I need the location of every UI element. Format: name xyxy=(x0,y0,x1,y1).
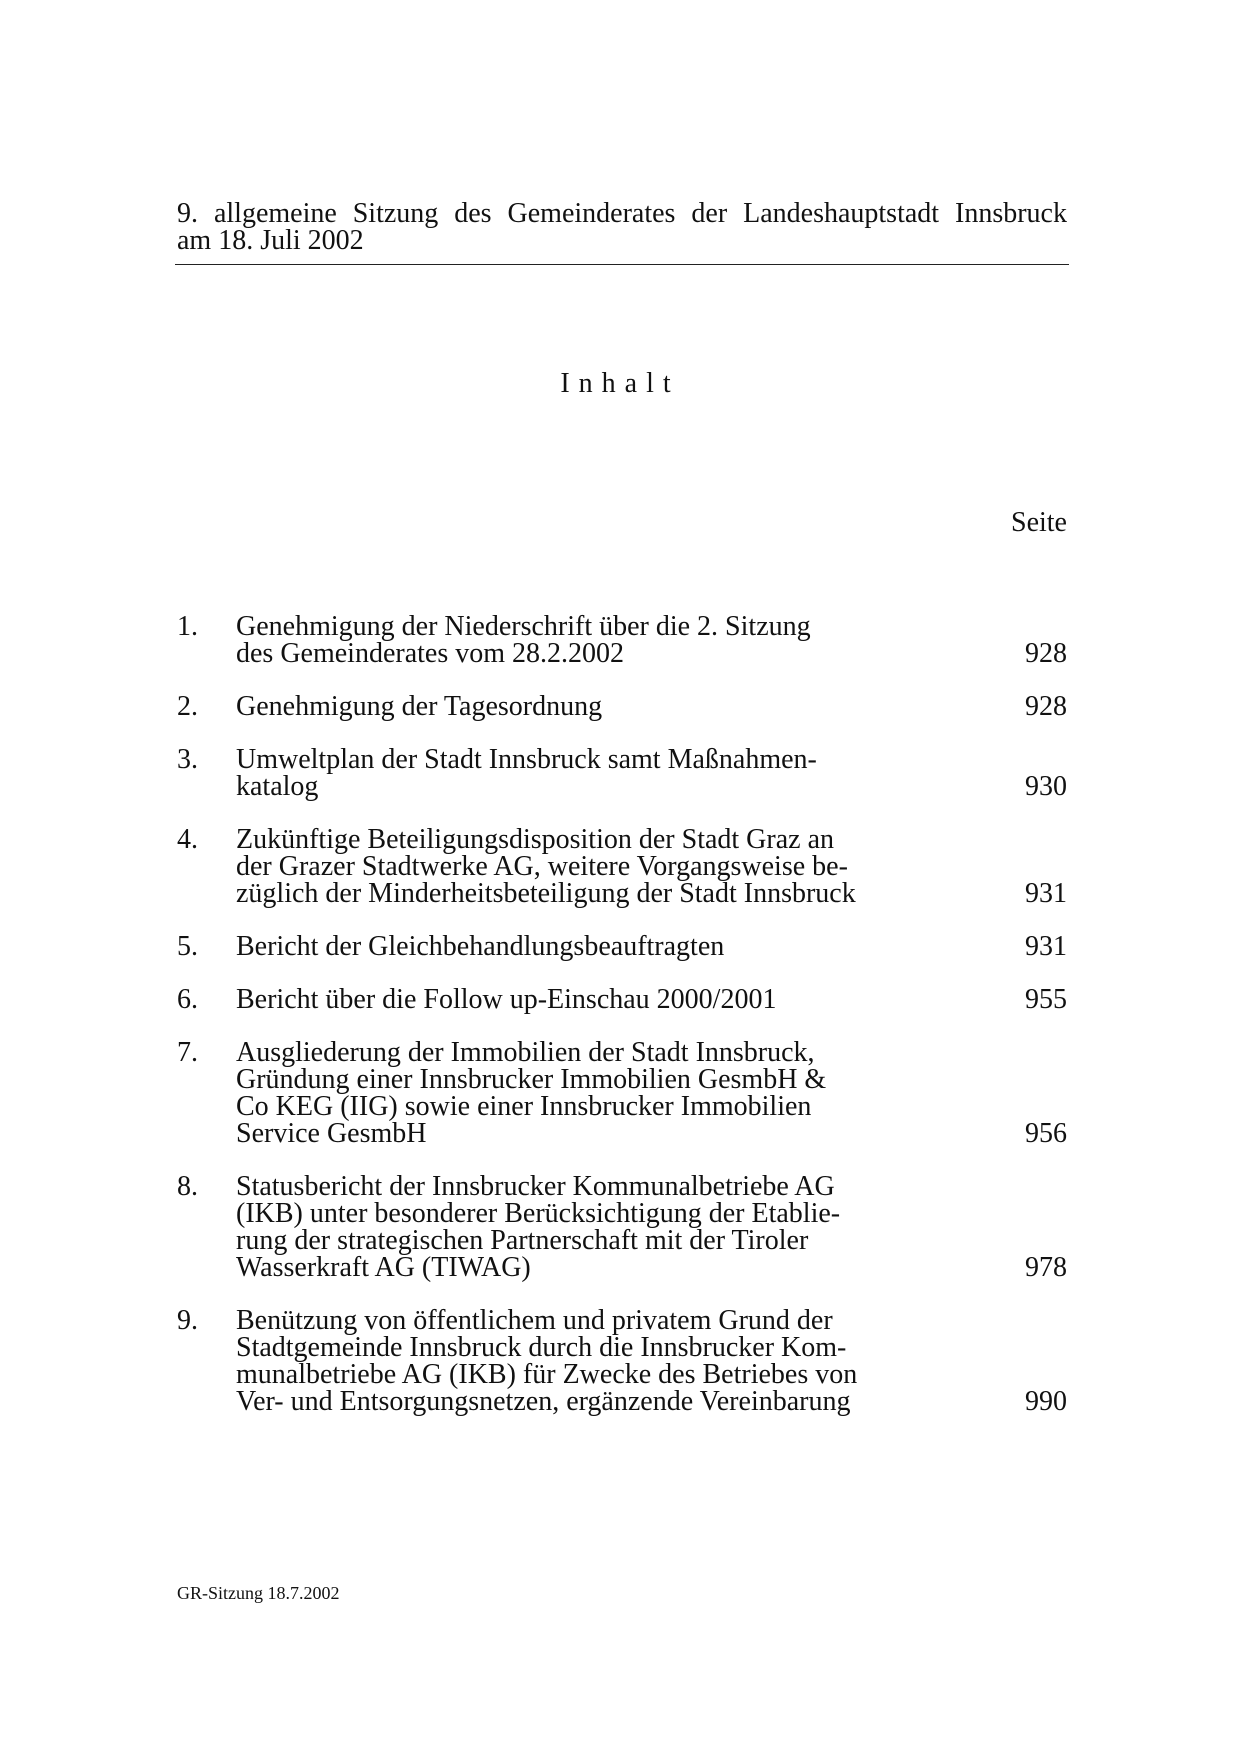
toc-entry xyxy=(177,1307,1067,1415)
toc-entry-number: 7. xyxy=(177,1037,198,1068)
toc-entry-title-line: Statusbericht der Innsbrucker Kommunalbetriebe AG xyxy=(236,1171,835,1202)
table-of-contents xyxy=(177,613,1067,1441)
toc-entry-title xyxy=(236,1307,866,1415)
toc-entry-title xyxy=(236,613,866,667)
toc-entry-title-line: Ver- und Entsorgungsnetzen, ergänzende Vereinbarung xyxy=(236,1386,851,1417)
toc-entry-title xyxy=(236,1039,866,1147)
page-column-label: Seite xyxy=(1011,507,1067,538)
toc-entry-title-line: Bericht über die Follow up-Einschau 2000/2001 xyxy=(236,984,777,1015)
toc-entry-title-line: Wasserkraft AG (TIWAG) xyxy=(236,1252,531,1283)
toc-entry-title-line: des Gemeinderates vom 28.2.2002 xyxy=(236,638,625,669)
document-header xyxy=(177,200,1067,254)
toc-entry xyxy=(177,1173,1067,1281)
page-footer: GR-Sitzung 18.7.2002 xyxy=(177,1583,340,1603)
toc-entry-title-line: Ausgliederung der Immobilien der Stadt Innsbruck, xyxy=(236,1037,815,1068)
toc-entry-title xyxy=(236,986,866,1013)
toc-entry-page: 990 xyxy=(1025,1386,1067,1417)
toc-entry-title xyxy=(236,693,866,720)
toc-entry-page: 955 xyxy=(1025,984,1067,1015)
toc-entry-page: 928 xyxy=(1025,691,1067,722)
toc-entry-title-line: Umweltplan der Stadt Innsbruck samt Maßnahmen- xyxy=(236,744,817,775)
toc-entry-title xyxy=(236,826,866,907)
toc-entry-number: 1. xyxy=(177,611,198,642)
page-title: Inhalt xyxy=(560,368,680,399)
toc-entry-title-line: Service GesmbH xyxy=(236,1118,427,1149)
header-line-2: am 18. Juli 2002 xyxy=(177,225,364,256)
toc-entry-title-line: Co KEG (IIG) sowie einer Innsbrucker Immobilien xyxy=(236,1091,812,1122)
toc-entry xyxy=(177,986,1067,1013)
toc-entry xyxy=(177,933,1067,960)
toc-entry-title-line: Benützung von öffentlichem und privatem Grund der xyxy=(236,1305,833,1336)
toc-entry-page: 930 xyxy=(1025,771,1067,802)
toc-entry-page: 931 xyxy=(1025,931,1067,962)
toc-entry-title-line: katalog xyxy=(236,771,319,802)
toc-entry-title-line: rung der strategischen Partnerschaft mit der Tiroler xyxy=(236,1225,809,1256)
toc-entry xyxy=(177,613,1067,667)
toc-entry xyxy=(177,826,1067,907)
toc-entry-title-line: Gründung einer Innsbrucker Immobilien GesmbH & xyxy=(236,1064,827,1095)
header-rule xyxy=(175,264,1069,265)
toc-entry-title-line: züglich der Minderheitsbeteiligung der Stadt Innsbruck xyxy=(236,878,856,909)
toc-entry-number: 5. xyxy=(177,931,198,962)
toc-entry-title-line: Bericht der Gleichbehandlungsbeauftragten xyxy=(236,931,725,962)
toc-entry xyxy=(177,746,1067,800)
toc-entry-number: 4. xyxy=(177,824,198,855)
toc-entry-title-line: Genehmigung der Tagesordnung xyxy=(236,691,603,722)
toc-entry xyxy=(177,693,1067,720)
toc-entry-title xyxy=(236,933,866,960)
toc-entry-number: 8. xyxy=(177,1171,198,1202)
toc-entry-title xyxy=(236,746,866,800)
toc-entry xyxy=(177,1039,1067,1147)
toc-entry-number: 9. xyxy=(177,1305,198,1336)
toc-entry-page: 956 xyxy=(1025,1118,1067,1149)
toc-entry-number: 6. xyxy=(177,984,198,1015)
toc-entry-page: 978 xyxy=(1025,1252,1067,1283)
toc-entry-title-line: der Grazer Stadtwerke AG, weitere Vorgangsweise be- xyxy=(236,851,848,882)
toc-entry-title-line: Genehmigung der Niederschrift über die 2. Sitzung xyxy=(236,611,811,642)
toc-entry-number: 3. xyxy=(177,744,198,775)
toc-entry-title-line: munalbetriebe AG (IKB) für Zwecke des Betriebes von xyxy=(236,1359,858,1390)
toc-entry-page: 931 xyxy=(1025,878,1067,909)
toc-entry-title-line: Stadtgemeinde Innsbruck durch die Innsbrucker Kom- xyxy=(236,1332,847,1363)
toc-entry-title xyxy=(236,1173,866,1281)
toc-entry-page: 928 xyxy=(1025,638,1067,669)
toc-entry-title-line: Zukünftige Beteiligungsdisposition der Stadt Graz an xyxy=(236,824,835,855)
header-line-1: 9. allgemeine Sitzung des Gemeinderates der Landeshauptstadt Innsbruck xyxy=(177,198,1067,229)
toc-entry-number: 2. xyxy=(177,691,198,722)
toc-entry-title-line: (IKB) unter besonderer Berücksichtigung der Etablie- xyxy=(236,1198,841,1229)
